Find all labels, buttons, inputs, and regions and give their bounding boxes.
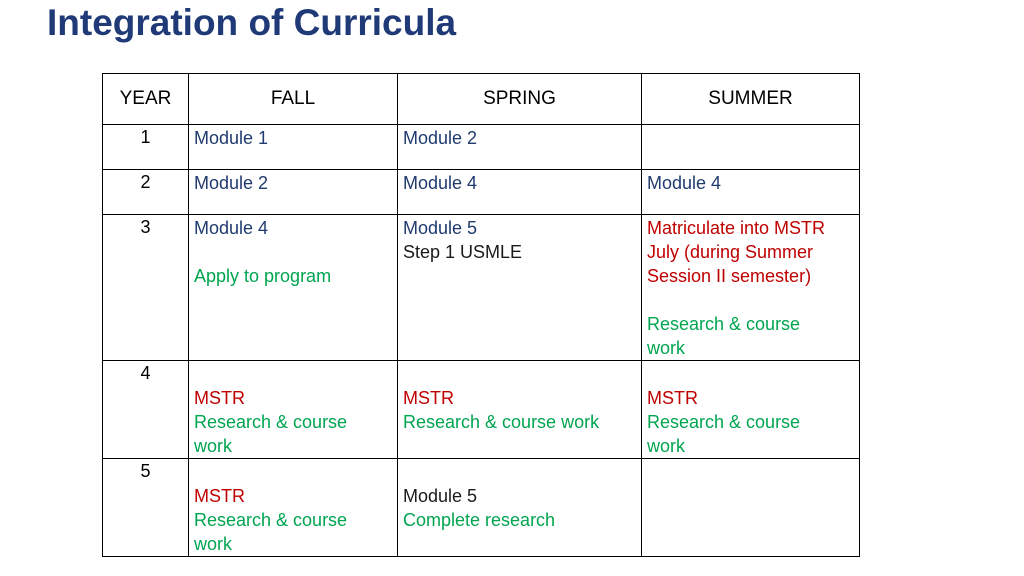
course-item: Step 1 USMLE: [403, 242, 523, 262]
course-item: Module 2: [403, 128, 478, 148]
course-item: Module 5: [403, 486, 478, 506]
course-item: Module 5: [403, 218, 478, 238]
course-item: work: [194, 534, 233, 554]
course-item: work: [194, 436, 233, 456]
summer-cell: [642, 125, 860, 170]
course-item: Module 4: [403, 173, 478, 193]
fall-cell: [189, 215, 398, 361]
course-item: Module 4: [647, 173, 722, 193]
spring-cell: [398, 361, 642, 459]
fall-cell: [189, 125, 398, 170]
table-row-year-1: [103, 125, 860, 170]
course-item: Session II semester): [647, 266, 812, 286]
summer-cell: [642, 170, 860, 215]
course-item: work: [647, 436, 686, 456]
table-row-year-4: [103, 361, 860, 459]
fall-cell: [189, 361, 398, 459]
table-row-year-3: [103, 215, 860, 361]
course-item: Module 4: [194, 218, 269, 238]
summer-cell: [642, 459, 860, 557]
fall-cell: [189, 459, 398, 557]
course-item: Module 1: [194, 128, 269, 148]
fall-cell: [189, 170, 398, 215]
header-spring: SPRING: [398, 74, 642, 125]
year-cell: 1: [103, 125, 189, 170]
course-item: Research & course: [194, 510, 348, 530]
year-cell: 4: [103, 361, 189, 459]
spring-cell: [398, 170, 642, 215]
course-item: Apply to program: [194, 266, 332, 286]
year-cell: 3: [103, 215, 189, 361]
summer-cell: [642, 361, 860, 459]
course-item: MSTR: [194, 388, 245, 408]
spring-cell: [398, 125, 642, 170]
spring-cell: [398, 459, 642, 557]
course-item: MSTR: [403, 388, 454, 408]
table-row-year-2: [103, 170, 860, 215]
course-item: Research & course: [647, 314, 801, 334]
course-item: Complete research: [403, 510, 556, 530]
table-row-year-5: [103, 459, 860, 557]
summer-cell: [642, 215, 860, 361]
spring-cell: [398, 215, 642, 361]
header-row: [103, 74, 860, 125]
course-item: Matriculate into MSTR: [647, 218, 826, 238]
course-item: Module 2: [194, 173, 269, 193]
course-item: Research & course: [194, 412, 348, 432]
header-summer: SUMMER: [642, 74, 860, 125]
curriculum-table: [102, 73, 860, 557]
header-fall: FALL: [189, 74, 398, 125]
page-title: Integration of Curricula: [47, 2, 457, 43]
year-cell: 2: [103, 170, 189, 215]
course-item: Research & course work: [403, 412, 600, 432]
year-cell: 5: [103, 459, 189, 557]
header-year: YEAR: [103, 74, 189, 125]
course-item: July (during Summer: [647, 242, 814, 262]
course-item: MSTR: [194, 486, 245, 506]
course-item: MSTR: [647, 388, 698, 408]
course-item: work: [647, 338, 686, 358]
course-item: Research & course: [647, 412, 801, 432]
